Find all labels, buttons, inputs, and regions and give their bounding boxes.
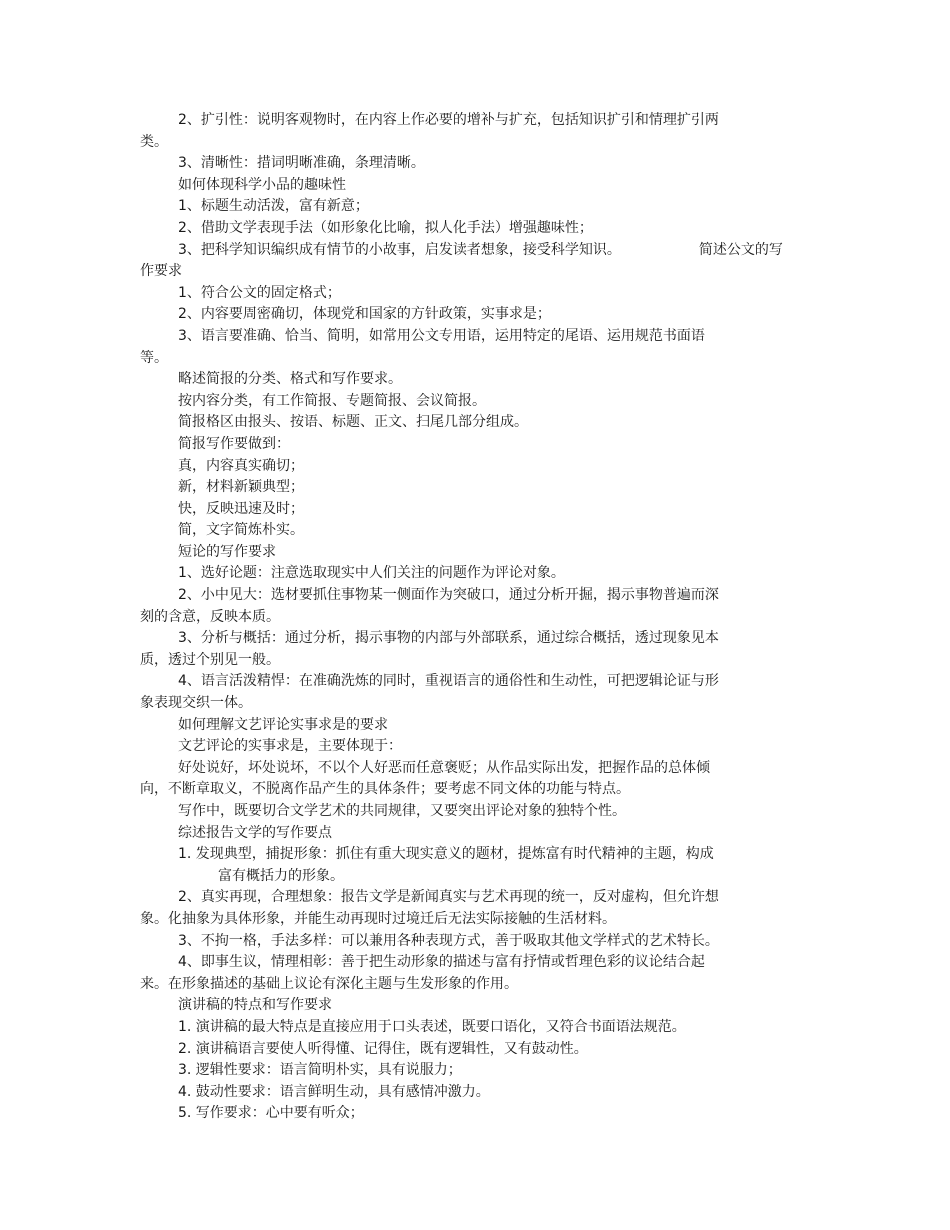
text-line: 3、语言要准确、恰当、简明，如常用公文专用语，运用特定的尾语、运用规范书面语 — [178, 327, 705, 344]
section-heading: 略述简报的分类、格式和写作要求。 — [178, 371, 402, 388]
text-line: 4、语言活泼精悍：在准确洗炼的同时，重视语言的通俗性和生动性，可把逻辑论证与形 — [178, 673, 719, 690]
text-line: 3、不拘一格，手法多样：可以兼用各种表现方式，善于吸取其他文学样式的艺术特长。 — [178, 932, 719, 949]
text-line: 1、标题生动活泼，富有新意； — [178, 198, 369, 215]
text-line: 3. 逻辑性要求：语言简明朴实，具有说服力； — [178, 1062, 462, 1079]
text-line: 来。在形象描述的基础上议论有深化主题与生发形象的作用。 — [140, 975, 518, 992]
text-line: 4. 鼓动性要求：语言鲜明生动，具有感情冲激力。 — [178, 1083, 490, 1100]
section-heading: 短论的写作要求 — [178, 543, 276, 560]
section-heading: 如何体现科学小品的趣味性 — [178, 176, 346, 193]
text-line-part: 3、把科学知识编织成有情节的小故事，启发读者想象，接受科学知识。 — [178, 241, 621, 258]
text-line: 3、分析与概括：通过分析，揭示事物的内部与外部联系，通过综合概括，透过现象见本 — [178, 630, 719, 647]
section-heading: 简述公文的写 — [698, 241, 783, 258]
text-line: 写作中，既要切合文学艺术的共同规律，又要突出评论对象的独特个性。 — [178, 803, 626, 819]
text-line: 1、选好论题：注意选取现实中人们关注的问题作为评论对象。 — [178, 565, 565, 582]
text-line — [140, 240, 800, 262]
text-line: 5. 写作要求：心中要有听众； — [178, 1105, 364, 1122]
text-line: 2、借助文学表现手法（如形象化比喻，拟人化手法）增强趣味性； — [178, 219, 593, 236]
text-line: 富有概括力的形象。 — [218, 867, 344, 884]
text-line: 文艺评论的实事求是，主要体现于： — [178, 738, 402, 755]
document-body — [140, 110, 800, 1125]
text-line: 好处说好，坏处说坏，不以个人好恶而任意褒贬；从作品实际出发，把握作品的总体倾 — [178, 759, 710, 776]
text-line: 4、即事生议，情理相彰：善于把生动形象的描述与富有抒情或哲理色彩的议论结合起 — [178, 954, 705, 971]
text-line: 1. 发现典型，捕捉形象：抓住有重大现实意义的题材，提炼富有时代精神的主题，构成 — [178, 846, 714, 863]
text-line: 类。 — [140, 133, 168, 150]
text-line: 象。化抽象为具体形象，并能生动再现时过境迁后无法实际接触的生活材料。 — [140, 910, 616, 927]
text-line: 3、清晰性：措词明晰准确，条理清晰。 — [178, 155, 425, 172]
section-heading: 如何理解文艺评论实事求是的要求 — [178, 716, 388, 733]
text-line: 新，材料新颖典型； — [178, 479, 304, 496]
text-line: 等。 — [140, 349, 168, 366]
text-line: 质，透过个别见一般。 — [140, 651, 280, 668]
section-heading: 作要求 — [140, 263, 182, 280]
text-line: 按内容分类，有工作简报、专题简报、会议简报。 — [178, 392, 486, 409]
text-line: 2. 演讲稿语言要使人听得懂、记得住，既有逻辑性，又有鼓动性。 — [178, 1040, 588, 1057]
text-line: 1、符合公文的固定格式； — [178, 284, 341, 301]
text-line: 象表现交织一体。 — [140, 695, 252, 712]
section-heading: 综述报告文学的写作要点 — [178, 824, 332, 841]
text-line: 向，不断章取义，不脱离作品产生的具体条件；要考虑不同文体的功能与特点。 — [140, 781, 630, 798]
text-line: 真，内容真实确切； — [178, 457, 304, 474]
text-line: 简报写作要做到： — [178, 435, 290, 452]
text-line: 2、小中见大：选材要抓住事物某一侧面作为突破口，通过分析开掘，揭示事物普遍而深 — [178, 587, 719, 604]
text-line: 1. 演讲稿的最大特点是直接应用于口头表述，既要口语化，又符合书面语法规范。 — [178, 1018, 686, 1035]
text-line: 快，反映迅速及时； — [178, 500, 304, 517]
text-line: 2、内容要周密确切，体现党和国家的方针政策，实事求是； — [178, 306, 551, 323]
text-line: 刻的含意，反映本质。 — [140, 608, 280, 625]
text-line: 简，文字简炼朴实。 — [178, 522, 304, 539]
text-line: 简报格区由报头、按语、标题、正文、扫尾几部分组成。 — [178, 414, 528, 431]
text-line: 2、真实再现，合理想象：报告文学是新闻真实与艺术再现的统一，反对虚构，但允许想 — [178, 889, 719, 906]
text-line: 2、扩引性：说明客观物时，在内容上作必要的增补与扩充，包括知识扩引和情理扩引两 — [178, 112, 719, 128]
section-heading: 演讲稿的特点和写作要求 — [178, 997, 332, 1014]
